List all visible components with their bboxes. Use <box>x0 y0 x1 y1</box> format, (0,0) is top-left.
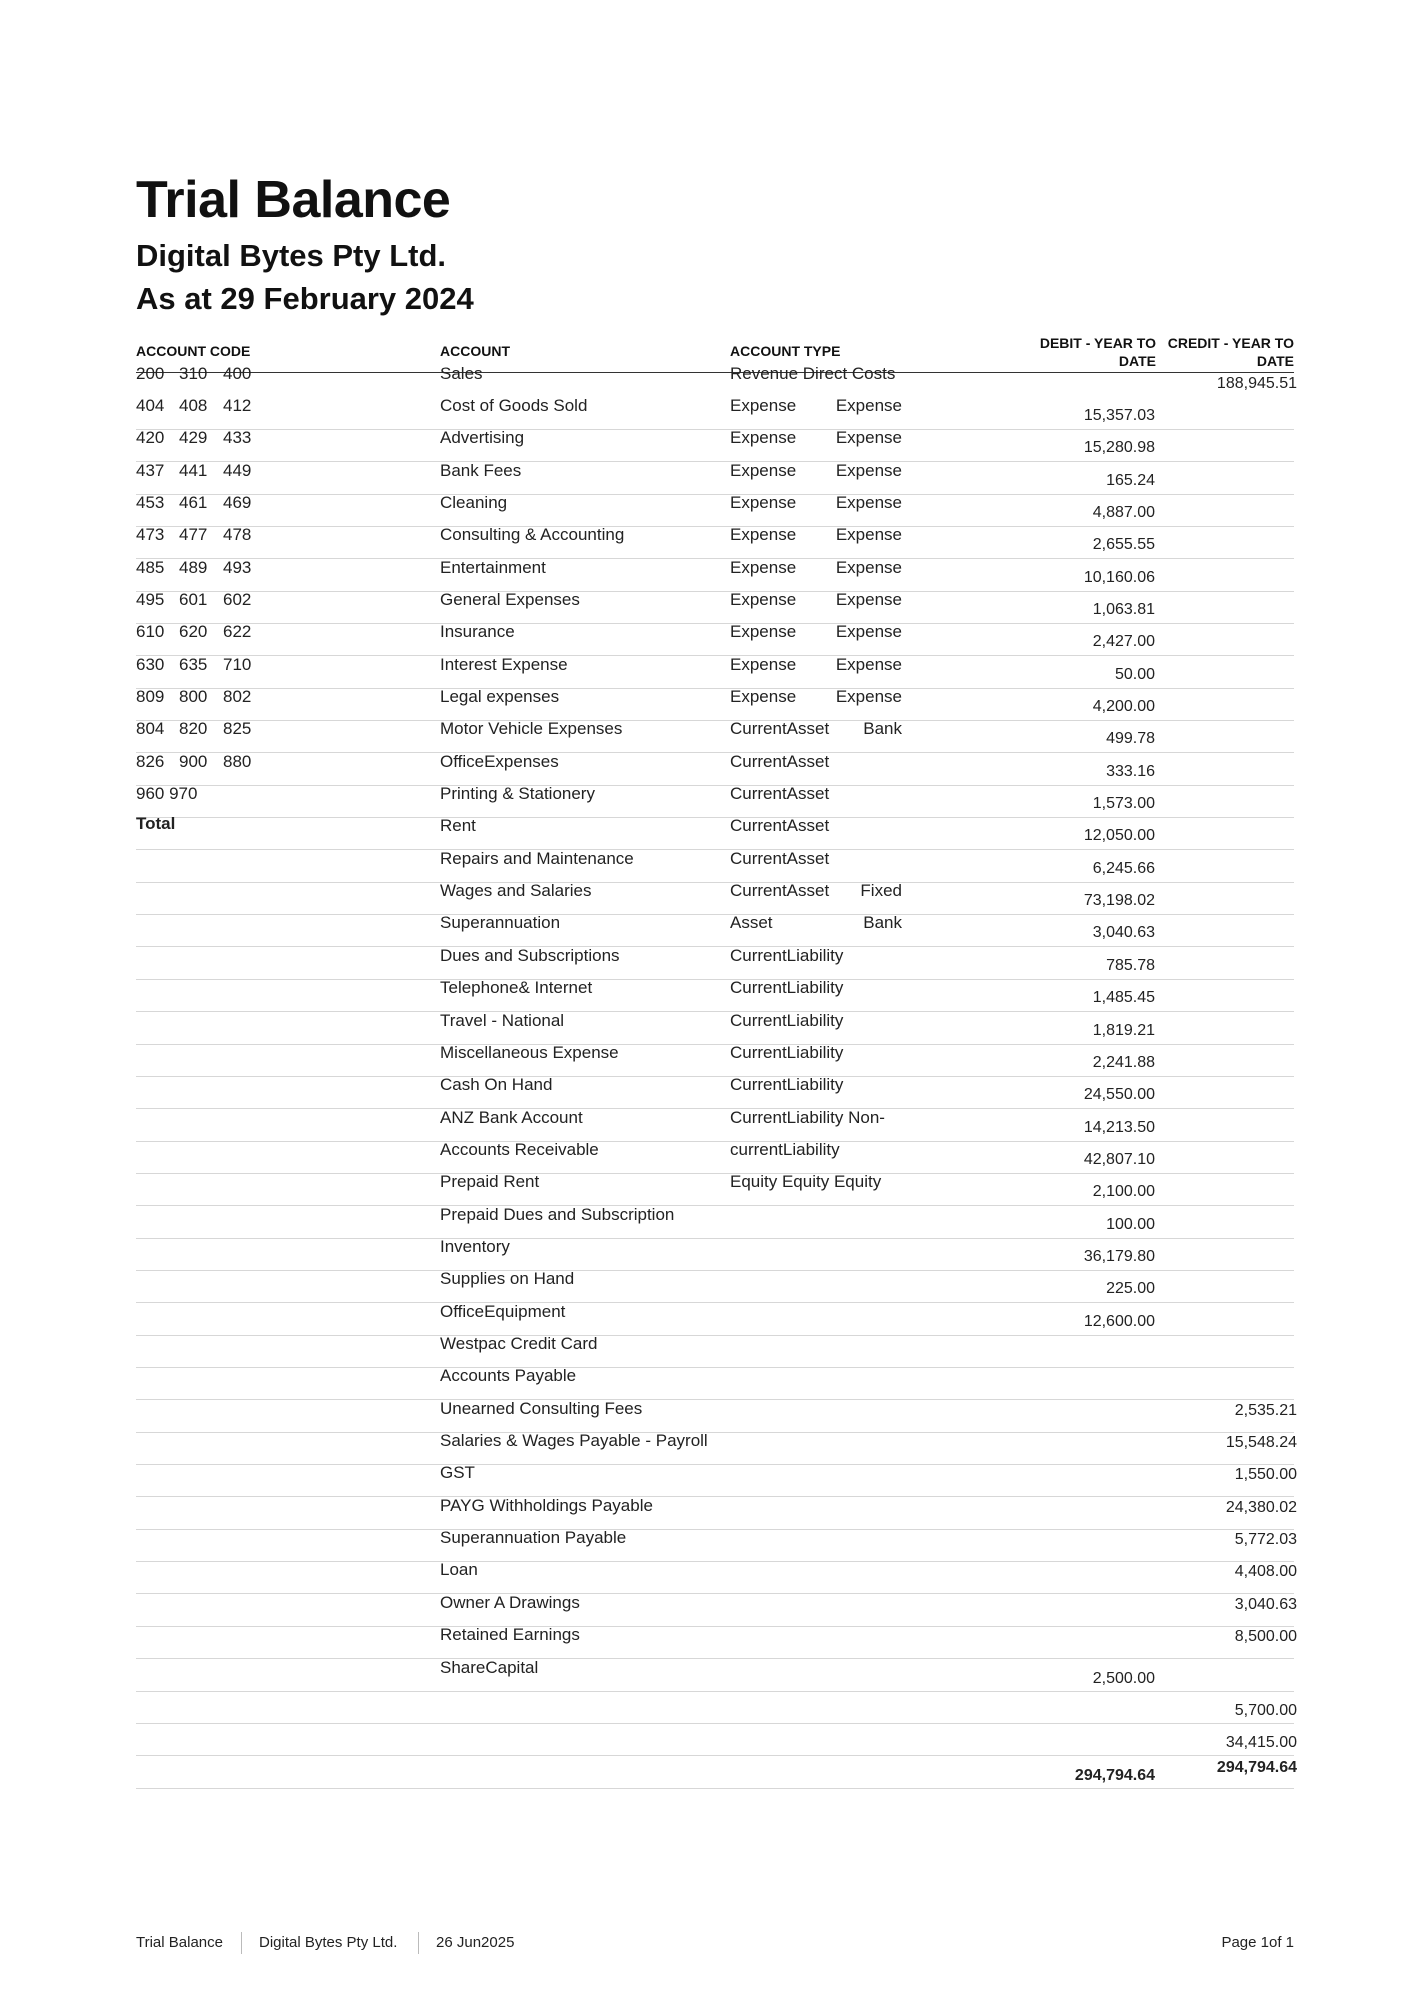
account-code: 473 <box>136 525 165 545</box>
debit-amount: 1,485.45 <box>1092 989 1155 1007</box>
account-code: 602 <box>223 589 252 609</box>
account-type: Expense <box>835 654 902 674</box>
account-code: 804 <box>136 719 165 739</box>
row-divider <box>136 1238 1294 1239</box>
col-header-account-type: ACCOUNT TYPE <box>730 343 841 359</box>
account-code: 710 <box>223 654 252 674</box>
account-code: 449 <box>223 460 252 480</box>
account-name: Bank Fees <box>440 460 522 480</box>
account-name: Westpac Credit Card <box>440 1334 598 1353</box>
account-code: 489 <box>179 557 208 577</box>
credit-amount: 5,772.03 <box>1234 1531 1297 1549</box>
account-code: 404 <box>136 395 165 415</box>
row-divider <box>136 1788 1294 1789</box>
row-divider <box>136 979 1294 980</box>
account-code: 802 <box>223 687 252 706</box>
debit-amount: 2,655.55 <box>1092 536 1155 554</box>
row-divider <box>136 1658 1294 1659</box>
footer-company: Digital Bytes Pty Ltd. <box>259 1934 398 1951</box>
account-code: 485 <box>136 557 165 577</box>
account-type: Expense <box>835 622 902 642</box>
col-header-account: ACCOUNT <box>440 343 510 359</box>
account-name: PAYG Withholdings Payable <box>440 1495 653 1515</box>
account-name: Superannuation Payable <box>440 1528 627 1548</box>
account-code: 478 <box>223 525 252 545</box>
footer-separator <box>241 1932 242 1954</box>
account-type: Expense <box>730 687 797 706</box>
account-type: Equity Equity Equity <box>730 1172 882 1192</box>
account-name: Dues and Subscriptions <box>440 945 620 965</box>
row-divider <box>136 914 1294 915</box>
account-name: Entertainment <box>440 557 546 577</box>
account-code: 826 <box>136 751 165 771</box>
account-type: CurrentLiability <box>730 1075 844 1095</box>
account-name: OfficeExpenses <box>440 751 559 771</box>
account-name: Superannuation <box>440 913 561 933</box>
debit-amount: 785.78 <box>1106 956 1155 974</box>
account-name: Unearned Consulting Fees <box>440 1398 643 1418</box>
account-type: CurrentAsset <box>730 751 830 771</box>
account-code: 495 <box>136 589 165 609</box>
row-divider <box>136 849 1294 850</box>
account-code: 809 <box>136 687 165 706</box>
row-divider <box>136 688 1294 689</box>
debit-amount: 2,100.00 <box>1092 1183 1155 1201</box>
header-divider <box>136 372 1294 373</box>
account-name: Inventory <box>440 1236 510 1256</box>
account-name: Travel - National <box>440 1010 565 1030</box>
account-type: Bank <box>863 719 902 739</box>
row-divider <box>136 1076 1294 1077</box>
account-code: 310 <box>179 363 208 383</box>
account-type: Revenue Direct Costs <box>730 363 896 383</box>
account-type: Expense <box>835 557 902 577</box>
account-code: 820 <box>179 719 208 739</box>
row-divider <box>136 882 1294 883</box>
account-type: Expense <box>835 428 902 448</box>
debit-amount: 42,807.10 <box>1083 1150 1155 1168</box>
debit-amount: 10,160.06 <box>1083 568 1155 586</box>
account-name: Sales <box>440 363 483 383</box>
account-name: Miscellaneous Expense <box>440 1042 619 1062</box>
account-code: 433 <box>223 428 252 448</box>
row-divider <box>136 1464 1294 1465</box>
debit-amount: 15,280.98 <box>1083 439 1155 457</box>
account-type: Expense <box>730 460 797 480</box>
row-divider <box>136 1335 1294 1336</box>
debit-amount: 1,573.00 <box>1092 795 1155 813</box>
row-divider <box>136 655 1294 656</box>
row-divider <box>136 1691 1294 1692</box>
debit-amount: 50.00 <box>1114 665 1155 683</box>
account-name: Cost of Goods Sold <box>440 395 588 415</box>
row-divider <box>136 1044 1294 1045</box>
account-code: 825 <box>223 719 252 739</box>
account-code: 441 <box>179 460 208 480</box>
row-divider <box>136 720 1294 721</box>
account-type: Expense <box>835 525 902 545</box>
account-type: CurrentAsset <box>730 719 830 739</box>
account-code: 453 <box>136 492 165 512</box>
account-code: 630 <box>136 654 165 674</box>
account-type: Expense <box>730 589 797 609</box>
account-name: ANZ Bank Account <box>440 1107 583 1127</box>
account-type: currentLiability <box>730 1139 840 1159</box>
account-type: Expense <box>730 395 797 415</box>
account-name: Accounts Payable <box>440 1366 577 1386</box>
account-code: 200 <box>136 363 165 383</box>
credit-amount: 8,500.00 <box>1234 1628 1297 1646</box>
account-name: Rent <box>440 816 476 836</box>
credit-amount: 34,415.00 <box>1225 1734 1297 1752</box>
debit-amount: 4,200.00 <box>1092 698 1155 715</box>
account-type: Expense <box>835 395 902 415</box>
credit-amount: 15,548.24 <box>1225 1434 1297 1452</box>
row-divider <box>136 591 1294 592</box>
account-code: 800 <box>179 687 208 706</box>
account-type: Expense <box>730 557 797 577</box>
account-type: CurrentLiability <box>730 978 844 998</box>
account-code: 610 <box>136 622 165 642</box>
credit-amount: 3,040.63 <box>1234 1595 1297 1613</box>
debit-amount: 4,887.00 <box>1092 503 1155 521</box>
account-name: Insurance <box>440 622 515 642</box>
account-type: Asset <box>730 913 773 933</box>
account-code: 960 970 <box>136 784 198 804</box>
account-type: Expense <box>730 428 797 448</box>
account-name: ShareCapital <box>440 1657 539 1677</box>
row-divider <box>136 1755 1294 1756</box>
account-code: 437 <box>136 460 165 480</box>
account-name: Interest Expense <box>440 654 568 674</box>
row-divider <box>136 558 1294 559</box>
row-divider <box>136 1496 1294 1497</box>
account-name: GST <box>440 1463 475 1483</box>
account-name: OfficeEquipment <box>440 1301 566 1321</box>
debit-amount: 2,427.00 <box>1092 633 1155 651</box>
debit-amount: 1,819.21 <box>1092 1021 1155 1039</box>
account-name: Owner A Drawings <box>440 1592 580 1612</box>
account-code: 461 <box>179 492 208 512</box>
account-code: 469 <box>223 492 252 512</box>
account-name: Legal expenses <box>440 687 560 706</box>
debit-amount: 2,241.88 <box>1092 1053 1155 1071</box>
debit-amount: 333.16 <box>1106 762 1155 780</box>
account-type: Expense <box>730 492 797 512</box>
account-type: CurrentAsset <box>730 881 830 901</box>
account-code: 477 <box>179 525 208 545</box>
account-name: Cash On Hand <box>440 1075 553 1095</box>
account-type: CurrentLiability <box>730 945 844 965</box>
account-type: Expense <box>730 654 797 674</box>
debit-amount: 3,040.63 <box>1092 924 1155 942</box>
account-type: Expense <box>835 460 902 480</box>
account-name: Prepaid Dues and Subscription <box>440 1204 675 1224</box>
report-date: As at 29 February 2024 <box>136 281 474 316</box>
account-type: Expense <box>730 622 797 642</box>
account-name: Motor Vehicle Expenses <box>440 719 623 739</box>
row-divider <box>136 1270 1294 1271</box>
debit-amount: 15,357.03 <box>1083 406 1155 424</box>
footer-page-number: Page 1of 1 <box>1221 1934 1294 1951</box>
account-name: Prepaid Rent <box>440 1172 540 1192</box>
row-divider <box>136 817 1294 818</box>
debit-amount: 100.00 <box>1106 1215 1155 1233</box>
row-divider <box>136 1302 1294 1303</box>
account-code: 620 <box>179 622 208 642</box>
debit-amount: 225.00 <box>1106 1280 1155 1298</box>
account-code: 601 <box>179 589 208 609</box>
account-type: Bank <box>863 913 902 933</box>
debit-amount: 14,213.50 <box>1083 1118 1155 1136</box>
debit-amount: 1,063.81 <box>1092 600 1155 618</box>
account-code: 412 <box>223 395 252 415</box>
account-type: Expense <box>835 492 902 512</box>
debit-amount: 12,050.00 <box>1083 827 1155 845</box>
account-type: CurrentLiability <box>730 1010 844 1030</box>
debit-total: 294,794.64 <box>1074 1766 1155 1784</box>
credit-amount: 2,535.21 <box>1234 1401 1297 1419</box>
col-header-credit-line1: CREDIT - YEAR TO <box>1167 335 1294 351</box>
account-type: CurrentLiability <box>730 1042 844 1062</box>
account-name: Printing & Stationery <box>440 784 595 804</box>
row-divider <box>136 1723 1294 1724</box>
account-name: Accounts Receivable <box>440 1139 599 1159</box>
account-type: CurrentAsset <box>730 816 830 836</box>
row-divider <box>136 526 1294 527</box>
account-name: Consulting & Accounting <box>440 525 625 545</box>
account-name: Advertising <box>440 428 525 448</box>
credit-total: 294,794.64 <box>1216 1758 1297 1776</box>
debit-amount: 165.24 <box>1106 471 1155 489</box>
col-header-debit <box>1040 334 1156 370</box>
account-type: Expense <box>835 687 902 706</box>
account-name: Wages and Salaries <box>440 881 592 901</box>
account-type: Expense <box>835 589 902 609</box>
debit-amount: 24,550.00 <box>1083 1086 1155 1104</box>
row-divider <box>136 494 1294 495</box>
row-divider <box>136 946 1294 947</box>
row-divider <box>136 1367 1294 1368</box>
footer-report-name: Trial Balance <box>136 1934 223 1951</box>
account-code: 635 <box>179 654 208 674</box>
row-divider <box>136 623 1294 624</box>
account-code: 408 <box>179 395 208 415</box>
credit-amount: 1,550.00 <box>1234 1466 1297 1484</box>
account-name: Supplies on Hand <box>440 1269 575 1289</box>
account-code: 420 <box>136 428 165 448</box>
account-code: 622 <box>223 622 252 642</box>
row-divider <box>136 1432 1294 1433</box>
account-type: Expense <box>730 525 797 545</box>
row-divider <box>136 1593 1294 1594</box>
account-name: Retained Earnings <box>440 1625 580 1645</box>
footer-date: 26 Jun2025 <box>436 1934 515 1951</box>
row-divider <box>136 752 1294 753</box>
debit-amount: 6,245.66 <box>1092 859 1155 877</box>
account-type: Fixed <box>860 881 902 901</box>
row-divider <box>136 1205 1294 1206</box>
account-code: 493 <box>223 557 252 577</box>
col-header-credit-line2: DATE <box>1256 353 1294 369</box>
account-name: Cleaning <box>440 492 508 512</box>
credit-amount: 5,700.00 <box>1234 1701 1297 1719</box>
account-type: CurrentAsset <box>730 784 830 804</box>
debit-amount: 2,500.00 <box>1092 1669 1155 1687</box>
total-label: Total <box>136 814 176 834</box>
debit-amount: 73,198.02 <box>1083 892 1155 910</box>
footer-separator <box>418 1932 419 1954</box>
col-header-credit <box>1168 334 1294 370</box>
row-divider <box>136 429 1294 430</box>
row-divider <box>136 785 1294 786</box>
credit-amount: 4,408.00 <box>1234 1563 1297 1581</box>
account-type: CurrentLiability Non- <box>730 1107 885 1127</box>
credit-amount: 24,380.02 <box>1225 1498 1297 1516</box>
account-name: Salaries & Wages Payable - Payroll <box>440 1431 708 1451</box>
account-code: 880 <box>223 751 252 771</box>
row-divider <box>136 1011 1294 1012</box>
company-name: Digital Bytes Pty Ltd. <box>136 238 447 273</box>
row-divider <box>136 1529 1294 1530</box>
row-divider <box>136 1141 1294 1142</box>
credit-amount: 188,945.51 <box>1216 374 1297 392</box>
account-code: 429 <box>179 428 208 448</box>
account-name: Loan <box>440 1560 478 1580</box>
account-name: General Expenses <box>440 589 580 609</box>
row-divider <box>136 1626 1294 1627</box>
row-divider <box>136 1561 1294 1562</box>
row-divider <box>136 461 1294 462</box>
row-divider <box>136 1173 1294 1174</box>
row-divider <box>136 1399 1294 1400</box>
report-title: Trial Balance <box>136 171 451 229</box>
debit-amount: 12,600.00 <box>1083 1312 1155 1330</box>
account-name: Repairs and Maintenance <box>440 848 634 868</box>
account-name: Telephone& Internet <box>440 978 593 998</box>
col-header-account-code: ACCOUNT CODE <box>136 343 251 359</box>
row-divider <box>136 1108 1294 1109</box>
col-header-debit-line1: DEBIT - YEAR TO <box>1039 335 1156 351</box>
debit-amount: 36,179.80 <box>1083 1247 1155 1265</box>
col-header-debit-line2: DATE <box>1118 353 1156 369</box>
debit-amount: 499.78 <box>1106 730 1155 748</box>
account-code: 400 <box>223 363 252 383</box>
account-type: CurrentAsset <box>730 848 830 868</box>
account-code: 900 <box>179 751 208 771</box>
